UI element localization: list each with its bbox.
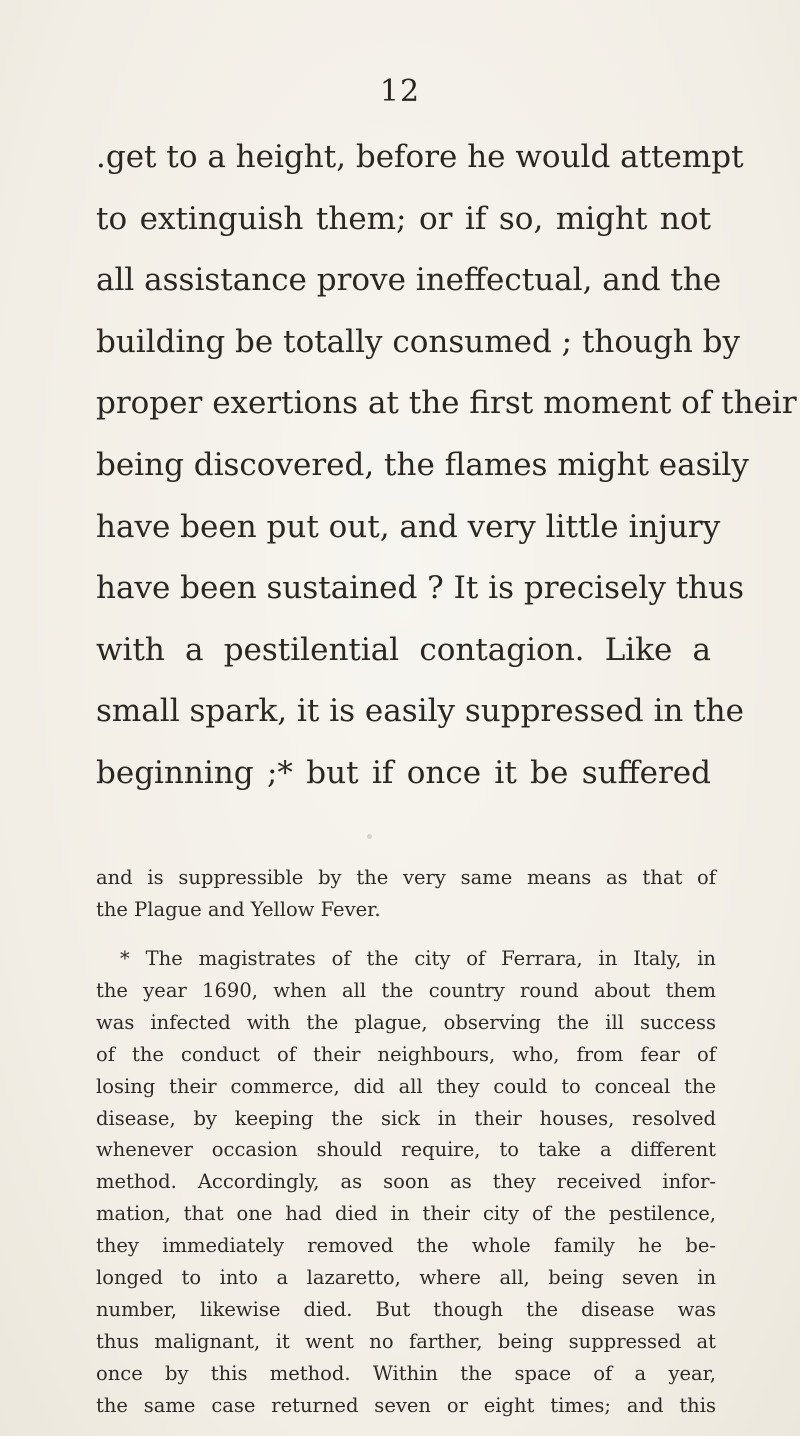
footnote-line: they immediately removed the whole family he be- xyxy=(96,1234,716,1258)
footnote-line: the same case returned seven or eight times; and this xyxy=(96,1393,716,1417)
main-text-line: with a pestilential contagion. Like a xyxy=(96,631,711,668)
main-text-line: to extinguish them; or if so, might not xyxy=(96,200,711,237)
footnote-line: of the conduct of their neighbours, who, from fear of xyxy=(96,1042,716,1066)
footnote-line: disease, by keeping the sick in their houses, resolved xyxy=(96,1106,716,1130)
footnote-line: was infected with the plague, observing the ill success xyxy=(96,1010,716,1034)
footnote-line: thus malignant, it went no farther, being suppressed at xyxy=(96,1329,716,1353)
main-text-line: all assistance prove ineffectual, and the xyxy=(96,262,722,299)
main-text-line: building be totally consumed ; though by xyxy=(96,323,741,360)
footnote-line: losing their commerce, did all they could to conceal the xyxy=(96,1074,716,1098)
main-text-line: being discovered, the flames might easily xyxy=(96,446,749,483)
main-text-line: have been sustained ? It is precisely thus xyxy=(96,570,744,607)
footnote xyxy=(96,943,716,1422)
footnote-line: once by this method. Within the space of a year, xyxy=(96,1361,716,1385)
footnote-line: the year 1690, when all the country round about them xyxy=(96,978,716,1002)
main-text-line: small spark, it is easily suppressed in the xyxy=(96,693,744,730)
main-text-line: beginning ;* but if once it be suffered xyxy=(96,754,711,791)
footnote-line: and is suppressible by the very same means as that of xyxy=(96,866,716,889)
footnote-line: method. Accordingly, as soon as they received infor- xyxy=(96,1170,716,1194)
main-text-line: have been put out, and very little injury xyxy=(96,508,721,545)
footnote-line: longed to into a lazaretto, where all, being seven in xyxy=(96,1266,716,1290)
main-text-line: .get to a height, before he would attempt xyxy=(96,139,744,175)
footnote-line: mation, that one had died in their city of the pestilence, xyxy=(96,1202,716,1226)
footnote-line: number, likewise died. But though the disease was xyxy=(96,1297,716,1321)
footnote-line: * The magistrates of the city of Ferrara, in Italy, in xyxy=(120,947,716,970)
footnote-continuation xyxy=(96,862,716,926)
footnote-line: the Plague and Yellow Fever. xyxy=(96,897,381,921)
ink-speck xyxy=(367,834,372,839)
main-text xyxy=(96,127,797,805)
footnote-line: whenever occasion should require, to take a different xyxy=(96,1138,716,1162)
main-text-line: proper exertions at the first moment of their xyxy=(96,385,797,422)
page-number: 12 xyxy=(379,74,421,109)
